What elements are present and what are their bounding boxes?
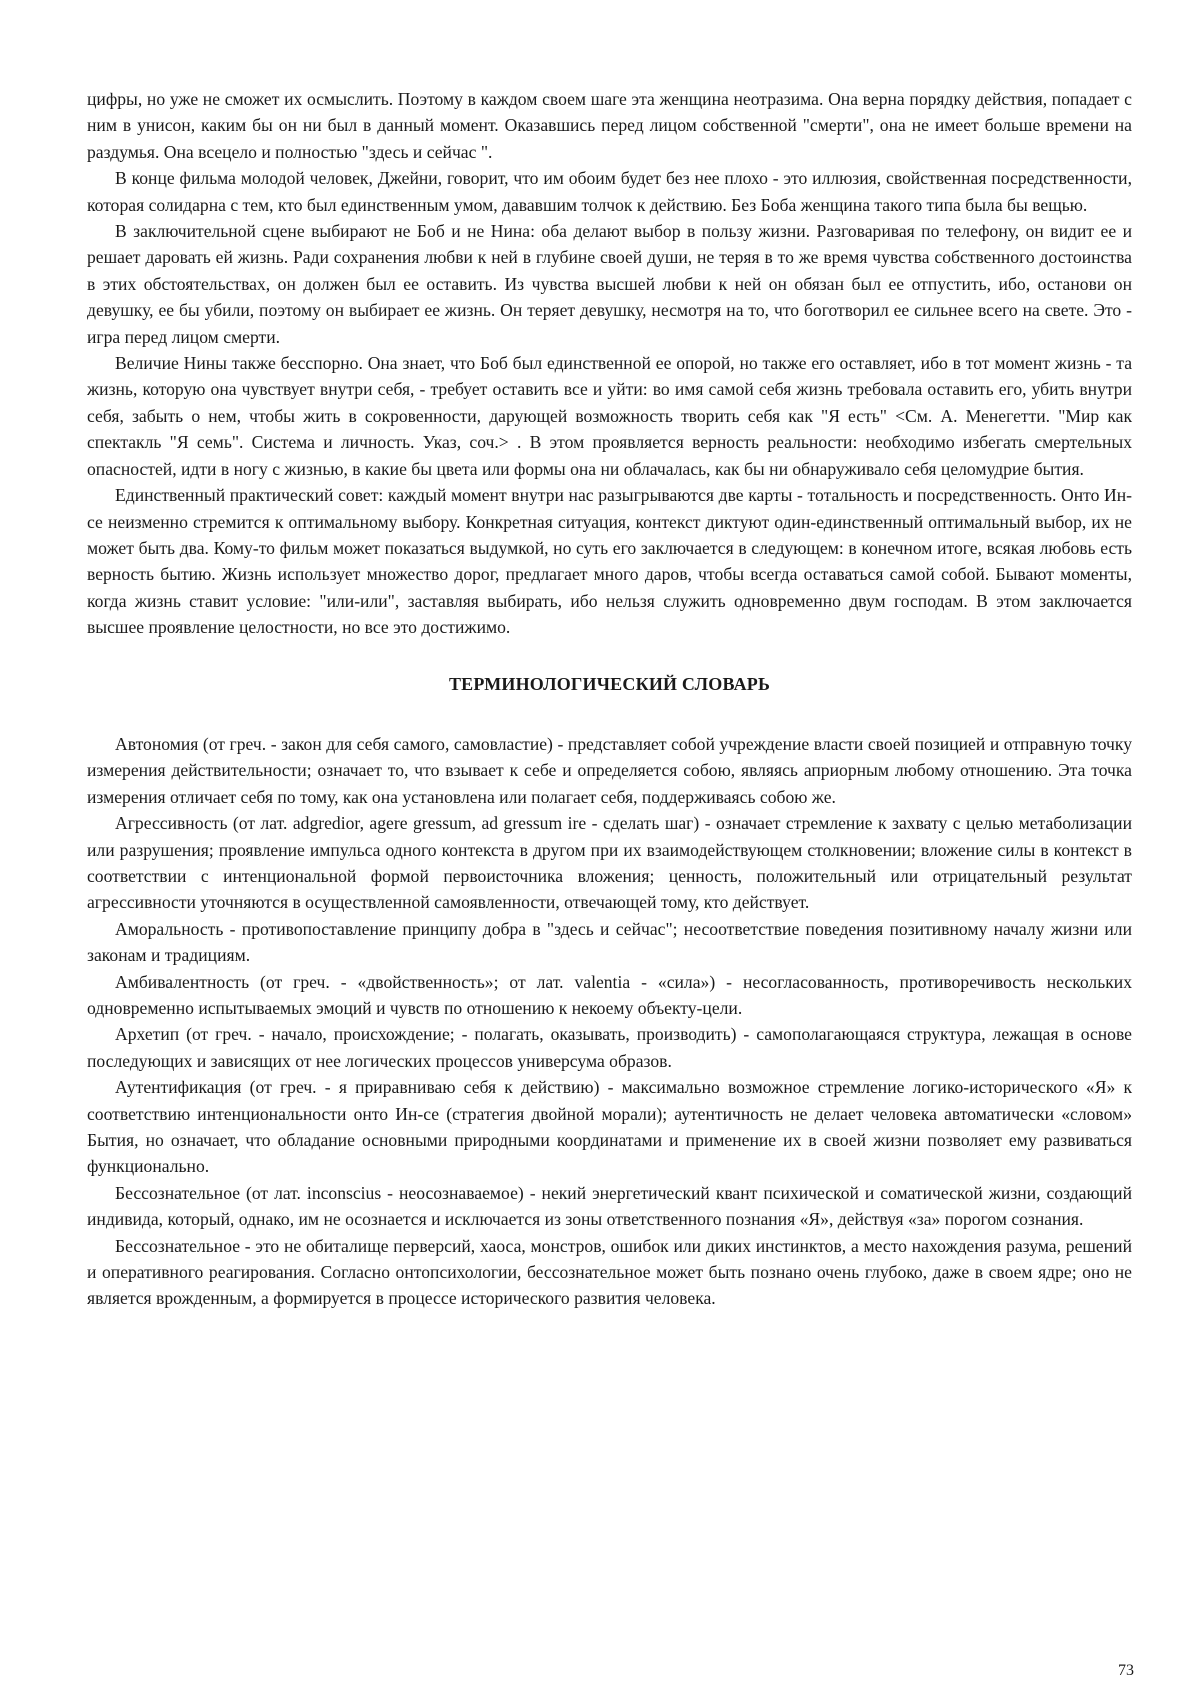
glossary-entry: Бессознательное (от лат. inconscius - неосознаваемое) - некий энергетический квант психической и соматической жизни, создающий индивида, который, однако, им не осознается и исключается из зоны ответственного познания «Я», действуя «за» порогом сознания. (87, 1182, 1132, 1230)
paragraph: В заключительной сцене выбирают не Боб и не Нина: оба делают выбор в пользу жизни. Разговаривая по телефону, он видит ее и решает даровать ей жизнь. Ради сохранения любви к ней в глубине своей души, не теряя в то же время чувства собственного достоинства в этих обстоятельствах, он должен был ее оставить. Из чувства высшей любви к ней он обязан был ее отпустить, ибо, останови он девушку, ее бы убили, поэтому он выбирает ее жизнь. Он теряет девушку, несмотря на то, что боготворил ее сильнее всего на свете. Это - игра перед лицом смерти. (87, 221, 1132, 347)
glossary-heading: ТЕРМИНОЛОГИЧЕСКИЙ СЛОВАРЬ (448, 673, 771, 694)
page-content (87, 86, 1132, 1312)
paragraph: Величие Нины также бесспорно. Она знает, что Боб был единственной ее опорой, но также его оставляет, ибо в тот момент жизнь - та жизнь, которую она чувствует внутри себя, - требует оставить все и уйти: во имя самой себя жизнь требовала оставить его, убить внутри себя, забыть о нем, чтобы жить в сокровенности, дарующей возможность творить себя как "Я есть" <См. А. Менегетти. "Мир как спектакль "Я семь". Система и личность. Указ, соч.> . В этом проявляется верность реальности: необходимо избегать смертельных опасностей, идти в ногу с жизнью, в какие бы цвета или формы она ни облачалась, как бы ни обнаруживало себя целомудрие бытия. (87, 353, 1132, 479)
section-glossary (87, 731, 1132, 1312)
glossary-entry: Бессознательное - это не обиталище перверсий, хаоса, монстров, ошибок или диких инстинктов, а место нахождения разума, решений и оперативного реагирования. Согласно онтопсихологии, бессознательное может быть познано очень глубоко, даже в своем ядре; оно не является врожденным, а формируется в процессе исторического развития человека. (87, 1235, 1132, 1309)
paragraph: цифры, но уже не сможет их осмыслить. Поэтому в каждом своем шаге эта женщина неотразима. Она верна порядку действия, попадает с ним в унисон, каким бы он ни был в данный момент. Оказавшись перед лицом собственной "смерти", она не имеет больше времени на раздумья. Она всецело и полностью "здесь и сейчас ". (87, 89, 1132, 162)
paragraph: Единственный практический совет: каждый момент внутри нас разыгрываются две карты - тотальность и посредственность. Онто Ин-се неизменно стремится к оптимальному выбору. Конкретная ситуация, контекст диктуют один-единственный оптимальный выбор, их не может быть два. Кому-то фильм может показаться выдумкой, но суть его заключается в следующем: в конечном итоге, всякая любовь есть верность бытию. Жизнь использует множество дорог, предлагает много даров, чтобы всегда оставаться самой собой. Бывают моменты, когда жизнь ставит условие: "или-или", заставляя выбирать, ибо нельзя служить одновременно двум господам. В этом заключается высшее проявление целостности, но все это достижимо. (87, 485, 1132, 638)
glossary-entry: Аморальность - противопоставление принципу добра в "здесь и сейчас"; несоответствие поведения позитивному началу жизни или законам и традициям. (87, 918, 1132, 966)
page-number: 73 (1118, 1662, 1134, 1679)
paragraph: В конце фильма молодой человек, Джейни, говорит, что им обоим будет без нее плохо - это иллюзия, свойственная посредственности, которая солидарна с тем, кто был единственным умом, дававшим толчок к действию. Без Боба женщина такого типа была бы вещью. (87, 168, 1132, 215)
glossary-entry: Амбивалентность (от греч. - «двойственность»; от лат. valentia - «сила») - несогласованность, противоречивость нескольких одновременно испытываемых эмоций и чувств по отношению к некоему объекту-цели. (87, 971, 1132, 1018)
glossary-entry: Агрессивность (от лат. adgredior, agere gressum, ad gressum ire - сделать шаг) - означает стремление к захвату с целью метаболизации или разрушения; проявление импульса одного контекста в другом при их взаимодействующем столкновении; вложение силы в контекст в соответствии с интенциональной формой первоисточника вложения; ценность, положительный или отрицательный результат агрессивности уточняются в осуществленной самоявленности, отвечающей тому, кто действует. (87, 813, 1132, 913)
glossary-entry: Автономия (от греч. - закон для себя самого, самовластие) - представляет собой учреждение власти своей позицией и отправную точку измерения действительности; означает то, что взывает к себе и определяется собою, являясь априорным любому отношению. Эта точка измерения отличает себя по тому, как она установлена или полагает себя, поддерживаясь собою же. (87, 733, 1132, 807)
section-essay (87, 86, 1132, 641)
glossary-entry: Аутентификация (от греч. - я приравниваю себя к действию) - максимально возможное стремление логико-исторического «Я» к соответствию интенциональности онто Ин-се (стратегия двойной морали); аутентичность не делает человека автоматически «словом» Бытия, но означает, что обладание основными природными координатами и применение их в своей жизни позволяет ему развиваться функционально. (87, 1077, 1132, 1177)
glossary-entry: Архетип (от греч. - начало, происхождение; - полагать, оказывать, производить) - самополагающаяся структура, лежащая в основе последующих и зависящих от нее логических процессов универсума образов. (87, 1024, 1132, 1071)
